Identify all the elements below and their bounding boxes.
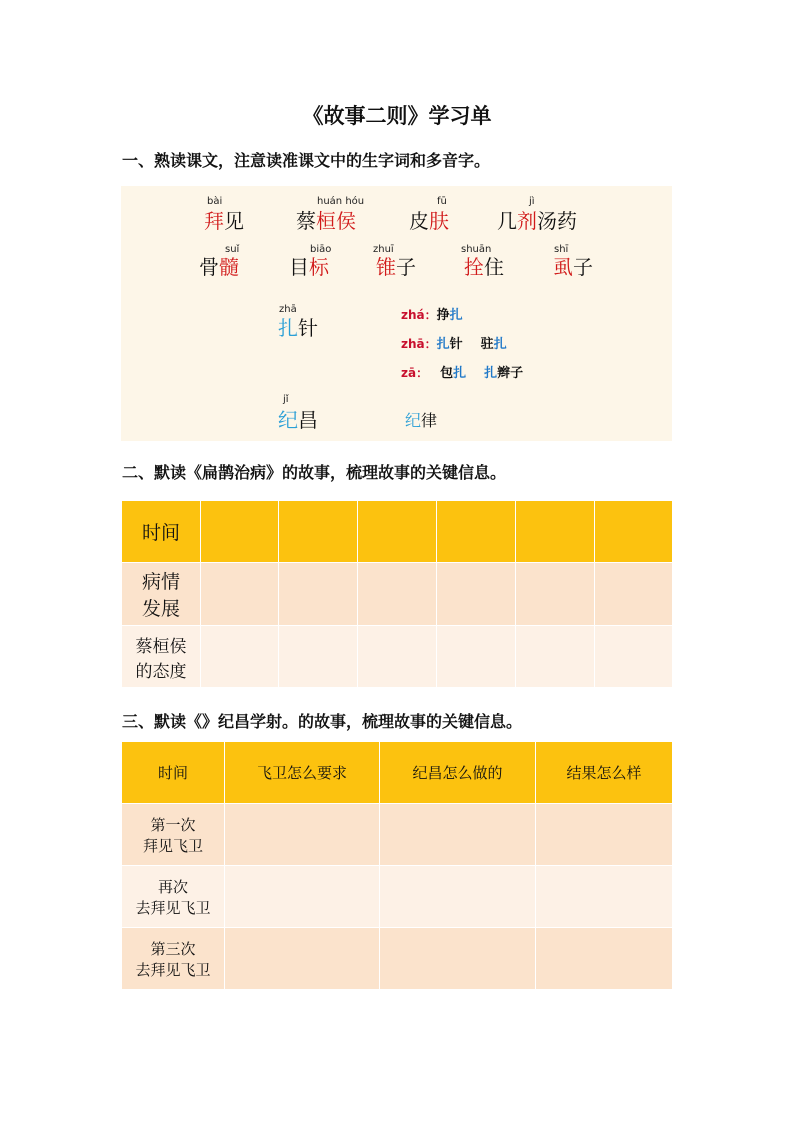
polyphone-reading: zā： 包扎 扎辫子 xyxy=(401,366,524,381)
pinyin: suǐ xyxy=(225,244,240,255)
pinyin: bài xyxy=(207,196,223,207)
row-label-illness: 病情 发展 xyxy=(122,563,201,626)
table-cell[interactable] xyxy=(225,928,380,990)
vocab-box xyxy=(121,186,672,441)
table-cell[interactable] xyxy=(380,804,536,866)
table-cell[interactable] xyxy=(516,563,595,626)
section2-heading: 二、默读《扁鹊治病》的故事，梳理故事的关键信息。 xyxy=(122,463,507,482)
table-cell[interactable] xyxy=(358,501,437,563)
section1-heading: 一、熟读课文，注意读准课文中的生字词和多音字。 xyxy=(122,151,491,170)
pinyin: zhuī xyxy=(373,244,394,255)
table-row xyxy=(122,563,673,626)
row-label-attitude: 蔡桓侯 的态度 xyxy=(122,626,201,688)
jichang-table xyxy=(121,741,673,990)
table-cell[interactable] xyxy=(279,626,358,688)
table-cell[interactable] xyxy=(437,563,516,626)
vocab-word: 蔡桓侯 xyxy=(296,209,356,233)
column-header: 纪昌怎么做的 xyxy=(380,742,536,804)
section3-heading: 三、默读《》纪昌学射。的故事，梳理故事的关键信息。 xyxy=(122,712,523,731)
table-row xyxy=(122,866,673,928)
table-cell[interactable] xyxy=(279,563,358,626)
table-cell[interactable] xyxy=(225,866,380,928)
vocab-word: 纪律 xyxy=(405,411,438,430)
row-label: 第三次 去拜见飞卫 xyxy=(122,928,225,990)
table-cell[interactable] xyxy=(536,866,673,928)
table-cell[interactable] xyxy=(595,626,673,688)
column-header: 飞卫怎么要求 xyxy=(225,742,380,804)
vocab-word: 虱子 xyxy=(553,255,593,279)
table-cell[interactable] xyxy=(279,501,358,563)
table-cell[interactable] xyxy=(595,501,673,563)
column-header: 结果怎么样 xyxy=(536,742,673,804)
pinyin: shuān xyxy=(461,244,492,255)
polyphone-reading: zhā：扎针 驻扎 xyxy=(401,337,507,352)
pinyin: huán hóu xyxy=(317,196,365,207)
table-cell[interactable] xyxy=(516,626,595,688)
vocab-word: 拜见 xyxy=(204,209,244,233)
pinyin: fū xyxy=(437,196,447,207)
polyphone-reading: zhá：挣扎 xyxy=(401,308,463,323)
table-cell[interactable] xyxy=(516,501,595,563)
table-cell[interactable] xyxy=(358,626,437,688)
vocab-word: 目标 xyxy=(289,255,329,279)
table-header-row xyxy=(122,742,673,804)
table-cell[interactable] xyxy=(358,563,437,626)
vocab-word: 拴住 xyxy=(464,255,504,279)
row-label-time: 时间 xyxy=(122,501,201,563)
pinyin: biāo xyxy=(310,244,332,255)
row-label: 第一次 拜见飞卫 xyxy=(122,804,225,866)
table-cell[interactable] xyxy=(380,866,536,928)
vocab-word: 皮肤 xyxy=(409,209,449,233)
row-label: 再次 去拜见飞卫 xyxy=(122,866,225,928)
table-cell[interactable] xyxy=(380,928,536,990)
pinyin: shī xyxy=(554,244,569,255)
table-cell[interactable] xyxy=(437,501,516,563)
table-cell[interactable] xyxy=(536,928,673,990)
pinyin: jǐ xyxy=(283,394,289,405)
vocab-word: 扎针 xyxy=(278,316,318,340)
table-cell[interactable] xyxy=(201,501,279,563)
bianque-table xyxy=(121,500,673,688)
vocab-word: 纪昌 xyxy=(278,408,318,432)
pinyin: zhā xyxy=(279,304,297,315)
table-row xyxy=(122,804,673,866)
table-cell[interactable] xyxy=(201,626,279,688)
table-cell[interactable] xyxy=(536,804,673,866)
table-row xyxy=(122,626,673,688)
table-row xyxy=(122,928,673,990)
column-header: 时间 xyxy=(122,742,225,804)
page-title: 《故事二则》学习单 xyxy=(302,103,492,128)
table-cell[interactable] xyxy=(437,626,516,688)
table-cell[interactable] xyxy=(201,563,279,626)
table-row xyxy=(122,501,673,563)
vocab-word: 几剂汤药 xyxy=(497,209,577,233)
table-cell[interactable] xyxy=(595,563,673,626)
vocab-word: 骨髓 xyxy=(199,255,239,279)
vocab-word: 锥子 xyxy=(376,255,416,279)
table-cell[interactable] xyxy=(225,804,380,866)
pinyin: jì xyxy=(529,196,535,207)
